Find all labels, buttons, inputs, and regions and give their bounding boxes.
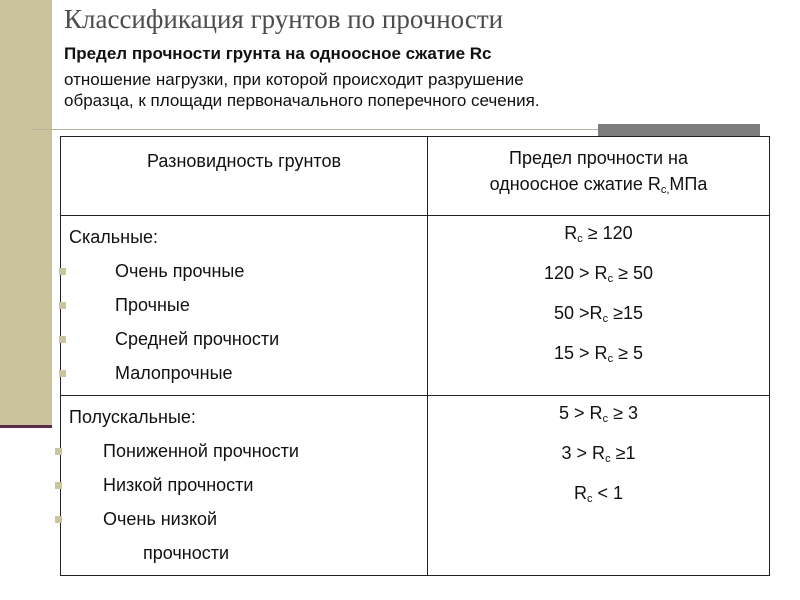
slide-subtitle: Предел прочности грунта на одноосное сжатие Rc <box>64 44 492 63</box>
square-bullet-icon <box>55 482 62 489</box>
strength-table <box>60 136 770 576</box>
header-strength-unit: МПа <box>669 174 708 194</box>
value-text: ≥15 <box>608 303 643 323</box>
rock-value <box>428 336 769 376</box>
value-text: R <box>573 483 587 503</box>
rock-value <box>428 216 769 256</box>
list-item <box>61 434 427 468</box>
rock-type-list <box>61 254 427 390</box>
rock-item-label: Малопрочные <box>115 363 233 383</box>
rock-value <box>428 296 769 336</box>
list-item <box>61 356 427 390</box>
semirock-type-list <box>61 434 427 570</box>
square-bullet-icon <box>59 370 66 377</box>
list-item <box>61 502 427 536</box>
value-text: 3 > R <box>561 443 606 463</box>
value-text: 50 >R <box>554 303 603 323</box>
slide-description <box>64 69 540 111</box>
value-sub: c <box>602 413 609 425</box>
square-bullet-icon <box>59 336 66 343</box>
square-bullet-icon <box>59 302 66 309</box>
divider-accent <box>598 124 760 136</box>
semirock-value <box>428 436 769 476</box>
group-label-rock: Скальные: <box>69 227 159 247</box>
list-item <box>61 254 427 288</box>
value-sub: c <box>602 313 609 325</box>
value-text: < 1 <box>592 483 624 503</box>
value-text: ≥ 5 <box>613 343 643 363</box>
semirock-item-label: Низкой прочности <box>103 475 254 495</box>
group-label-semirock: Полускальные: <box>69 407 196 427</box>
header-strength-line2 <box>490 174 708 194</box>
semirock-values-cell <box>428 396 770 576</box>
rock-item-label: Средней прочности <box>115 329 280 349</box>
header-strength-sub: c, <box>660 184 670 196</box>
table-header-row <box>61 137 770 216</box>
square-bullet-icon <box>59 268 66 275</box>
slide-title: Классификация грунтов по прочности <box>64 4 504 34</box>
header-cell-strength <box>428 137 770 216</box>
value-sub: c <box>605 453 611 465</box>
value-text: ≥1 <box>610 443 636 463</box>
header-type-label: Разновидность грунтов <box>146 151 342 171</box>
list-item <box>61 288 427 322</box>
semirock-value <box>428 396 769 436</box>
rock-item-label: Прочные <box>115 295 190 315</box>
semirock-value <box>428 476 769 516</box>
value-sub: c <box>607 353 614 365</box>
list-item-continuation <box>61 536 427 570</box>
header-strength-line1: Предел прочности на <box>509 148 688 168</box>
semirock-types-cell <box>61 396 428 576</box>
rock-values-cell <box>428 216 770 396</box>
value-sub: c <box>607 273 614 285</box>
semirock-item-continuation: прочности <box>143 543 230 563</box>
square-bullet-icon <box>55 516 62 523</box>
decorative-sidebar <box>0 0 52 425</box>
list-item <box>61 468 427 502</box>
rock-types-cell <box>61 216 428 396</box>
value-sub: c <box>577 233 583 245</box>
value-text: ≥ 3 <box>608 403 638 423</box>
value-text: R <box>564 223 578 243</box>
value-text: 120 > R <box>544 263 608 283</box>
table-row-semirock <box>61 396 770 576</box>
rock-value <box>428 256 769 296</box>
list-item <box>61 322 427 356</box>
table-row-rock <box>61 216 770 396</box>
value-text: ≥ 50 <box>613 263 653 283</box>
description-line-1: отношение нагрузки, при которой происходит разрушение <box>64 70 524 89</box>
description-line-2: образца, к площади первоначального поперечного сечения. <box>64 91 540 110</box>
rock-item-label: Очень прочные <box>115 261 245 281</box>
semirock-item-label: Пониженной прочности <box>103 441 299 461</box>
sidebar-accent-line <box>0 425 52 428</box>
header-cell-type <box>61 137 428 216</box>
value-text: 15 > R <box>554 343 608 363</box>
value-sub: c <box>586 493 593 505</box>
value-text: 5 > R <box>559 403 603 423</box>
value-text: ≥ 120 <box>582 223 633 243</box>
semirock-item-label: Очень низкой <box>103 509 218 529</box>
square-bullet-icon <box>55 448 62 455</box>
header-strength-text: одноосное сжатие R <box>489 174 661 194</box>
